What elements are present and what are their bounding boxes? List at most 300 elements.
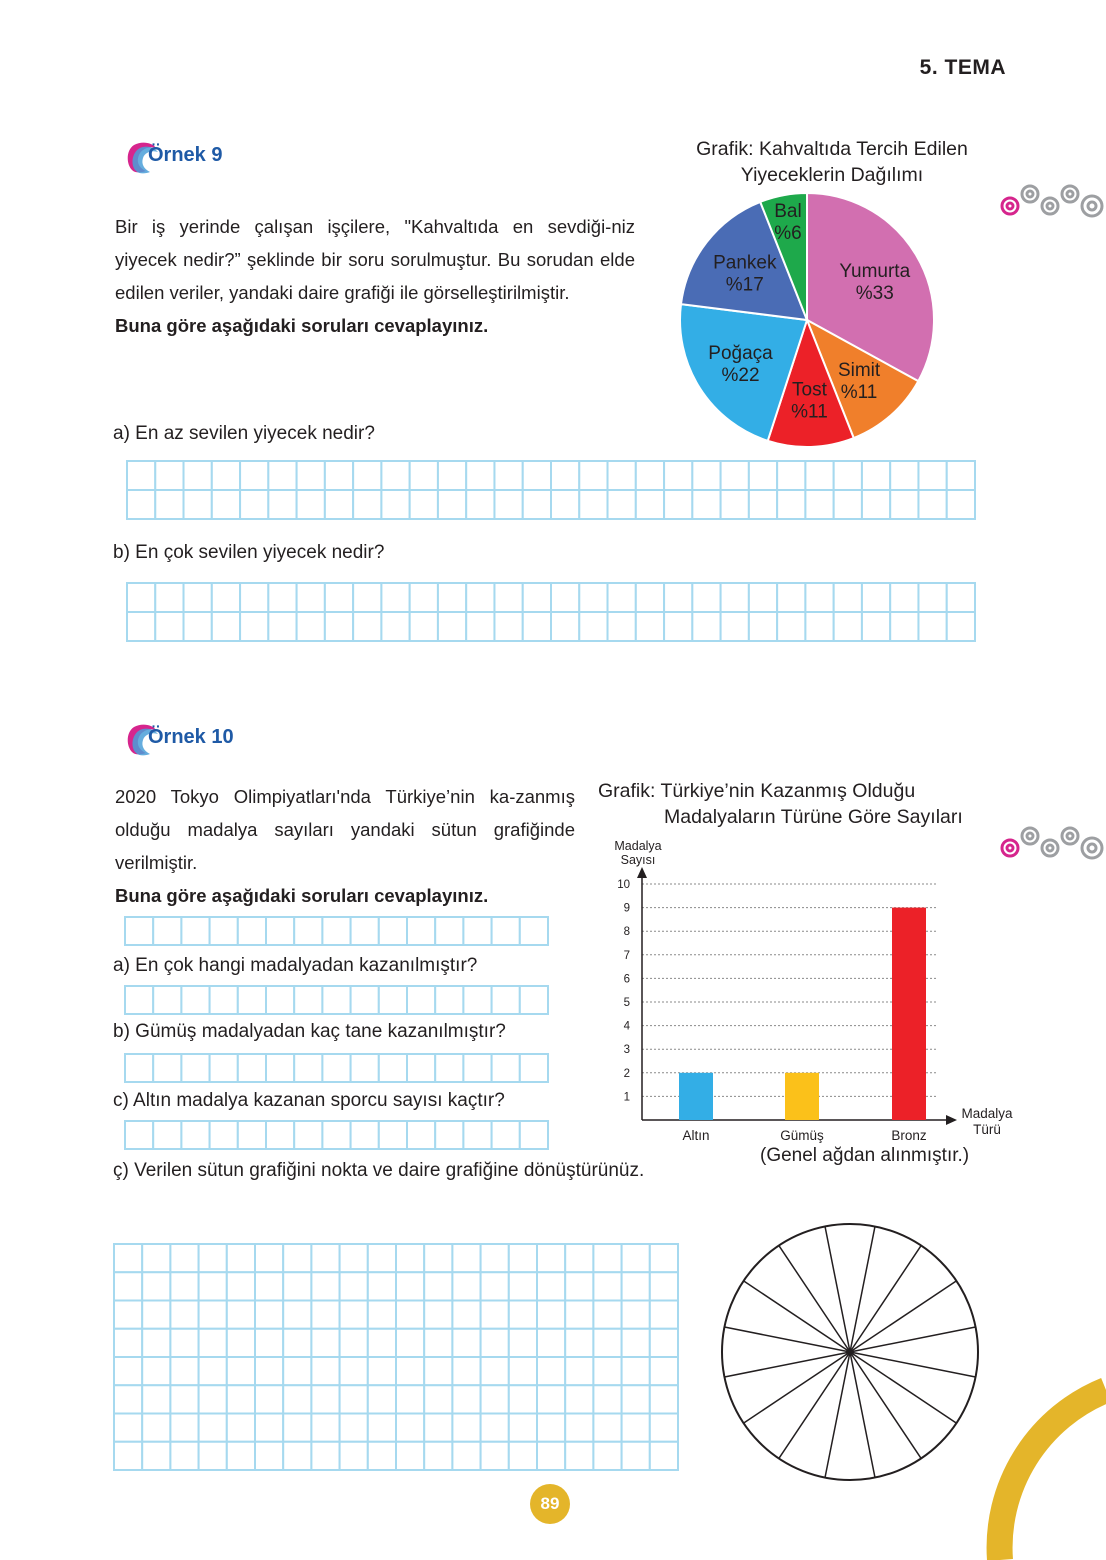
answer-grid-b[interactable] xyxy=(126,582,976,642)
grid-cell[interactable] xyxy=(565,1442,593,1470)
grid-cell[interactable] xyxy=(692,583,720,612)
grid-cell[interactable] xyxy=(379,1121,407,1149)
grid-cell[interactable] xyxy=(947,490,975,519)
grid-cell[interactable] xyxy=(368,1442,396,1470)
grid-cell[interactable] xyxy=(266,986,294,1014)
grid-cell[interactable] xyxy=(523,583,551,612)
dot-plot-drawing-grid[interactable] xyxy=(113,1243,679,1471)
grid-cell[interactable] xyxy=(537,1442,565,1470)
grid-cell[interactable] xyxy=(494,612,522,641)
answer-grid-b[interactable] xyxy=(124,1053,549,1083)
grid-cell[interactable] xyxy=(805,612,833,641)
grid-cell[interactable] xyxy=(537,1329,565,1357)
grid-cell[interactable] xyxy=(283,1301,311,1329)
grid-cell[interactable] xyxy=(721,490,749,519)
grid-cell[interactable] xyxy=(266,917,294,945)
grid-cell[interactable] xyxy=(466,583,494,612)
grid-cell[interactable] xyxy=(622,1244,650,1272)
grid-cell[interactable] xyxy=(351,1054,379,1082)
grid-cell[interactable] xyxy=(210,986,238,1014)
grid-cell[interactable] xyxy=(255,1301,283,1329)
grid-cell[interactable] xyxy=(325,612,353,641)
grid-cell[interactable] xyxy=(199,1385,227,1413)
grid-cell[interactable] xyxy=(452,1414,480,1442)
grid-cell[interactable] xyxy=(890,490,918,519)
grid-cell[interactable] xyxy=(368,1357,396,1385)
grid-cell[interactable] xyxy=(351,986,379,1014)
grid-cell[interactable] xyxy=(438,461,466,490)
grid-cell[interactable] xyxy=(537,1385,565,1413)
grid-cell[interactable] xyxy=(142,1414,170,1442)
grid-cell[interactable] xyxy=(424,1385,452,1413)
grid-cell[interactable] xyxy=(199,1414,227,1442)
grid-cell[interactable] xyxy=(240,583,268,612)
grid-cell[interactable] xyxy=(777,461,805,490)
grid-cell[interactable] xyxy=(353,461,381,490)
grid-cell[interactable] xyxy=(622,1357,650,1385)
grid-cell[interactable] xyxy=(114,1244,142,1272)
grid-cell[interactable] xyxy=(283,1272,311,1300)
grid-cell[interactable] xyxy=(424,1414,452,1442)
grid-cell[interactable] xyxy=(492,1054,520,1082)
grid-cell[interactable] xyxy=(452,1329,480,1357)
grid-cell[interactable] xyxy=(127,490,155,519)
grid-cell[interactable] xyxy=(210,1121,238,1149)
grid-cell[interactable] xyxy=(463,917,491,945)
grid-cell[interactable] xyxy=(142,1301,170,1329)
grid-cell[interactable] xyxy=(340,1329,368,1357)
grid-cell[interactable] xyxy=(170,1272,198,1300)
grid-cell[interactable] xyxy=(114,1414,142,1442)
grid-cell[interactable] xyxy=(650,1301,678,1329)
grid-cell[interactable] xyxy=(322,1121,350,1149)
grid-cell[interactable] xyxy=(466,461,494,490)
grid-cell[interactable] xyxy=(664,490,692,519)
grid-cell[interactable] xyxy=(325,583,353,612)
grid-cell[interactable] xyxy=(608,612,636,641)
grid-cell[interactable] xyxy=(155,583,183,612)
grid-cell[interactable] xyxy=(255,1357,283,1385)
grid-cell[interactable] xyxy=(212,490,240,519)
grid-cell[interactable] xyxy=(125,1121,153,1149)
grid-cell[interactable] xyxy=(650,1385,678,1413)
grid-cell[interactable] xyxy=(255,1414,283,1442)
grid-cell[interactable] xyxy=(523,490,551,519)
empty-pie-template[interactable] xyxy=(718,1220,982,1484)
grid-cell[interactable] xyxy=(424,1357,452,1385)
grid-cell[interactable] xyxy=(181,986,209,1014)
grid-cell[interactable] xyxy=(692,490,720,519)
grid-cell[interactable] xyxy=(227,1414,255,1442)
grid-cell[interactable] xyxy=(466,490,494,519)
grid-cell[interactable] xyxy=(351,917,379,945)
grid-cell[interactable] xyxy=(153,986,181,1014)
grid-cell[interactable] xyxy=(396,1244,424,1272)
grid-cell[interactable] xyxy=(240,461,268,490)
grid-cell[interactable] xyxy=(379,1054,407,1082)
grid-cell[interactable] xyxy=(268,490,296,519)
grid-cell[interactable] xyxy=(805,461,833,490)
grid-cell[interactable] xyxy=(322,1054,350,1082)
grid-cell[interactable] xyxy=(297,612,325,641)
grid-cell[interactable] xyxy=(114,1272,142,1300)
grid-cell[interactable] xyxy=(862,490,890,519)
grid-cell[interactable] xyxy=(452,1442,480,1470)
grid-cell[interactable] xyxy=(918,461,946,490)
grid-cell[interactable] xyxy=(396,1301,424,1329)
grid-cell[interactable] xyxy=(340,1244,368,1272)
grid-cell[interactable] xyxy=(947,461,975,490)
grid-cell[interactable] xyxy=(565,1385,593,1413)
grid-cell[interactable] xyxy=(918,490,946,519)
grid-cell[interactable] xyxy=(311,1301,339,1329)
grid-cell[interactable] xyxy=(340,1357,368,1385)
grid-cell[interactable] xyxy=(368,1385,396,1413)
grid-cell[interactable] xyxy=(537,1244,565,1272)
grid-cell[interactable] xyxy=(199,1244,227,1272)
grid-cell[interactable] xyxy=(424,1442,452,1470)
grid-cell[interactable] xyxy=(537,1414,565,1442)
grid-cell[interactable] xyxy=(381,461,409,490)
grid-cell[interactable] xyxy=(492,917,520,945)
grid-cell[interactable] xyxy=(622,1414,650,1442)
grid-cell[interactable] xyxy=(283,1357,311,1385)
grid-cell[interactable] xyxy=(381,612,409,641)
grid-cell[interactable] xyxy=(294,986,322,1014)
grid-cell[interactable] xyxy=(255,1244,283,1272)
grid-cell[interactable] xyxy=(435,1054,463,1082)
grid-cell[interactable] xyxy=(142,1385,170,1413)
grid-cell[interactable] xyxy=(565,1272,593,1300)
grid-cell[interactable] xyxy=(114,1442,142,1470)
grid-cell[interactable] xyxy=(268,583,296,612)
grid-cell[interactable] xyxy=(721,461,749,490)
grid-cell[interactable] xyxy=(238,986,266,1014)
grid-cell[interactable] xyxy=(579,583,607,612)
grid-cell[interactable] xyxy=(452,1357,480,1385)
grid-cell[interactable] xyxy=(294,1121,322,1149)
grid-cell[interactable] xyxy=(805,583,833,612)
grid-cell[interactable] xyxy=(407,986,435,1014)
grid-cell[interactable] xyxy=(410,490,438,519)
grid-cell[interactable] xyxy=(283,1329,311,1357)
grid-cell[interactable] xyxy=(227,1272,255,1300)
grid-cell[interactable] xyxy=(608,490,636,519)
grid-cell[interactable] xyxy=(636,490,664,519)
grid-cell[interactable] xyxy=(509,1329,537,1357)
grid-cell[interactable] xyxy=(240,612,268,641)
grid-cell[interactable] xyxy=(325,461,353,490)
grid-cell[interactable] xyxy=(311,1385,339,1413)
grid-cell[interactable] xyxy=(212,461,240,490)
grid-cell[interactable] xyxy=(622,1442,650,1470)
grid-cell[interactable] xyxy=(463,1121,491,1149)
answer-grid-a[interactable] xyxy=(126,460,976,520)
grid-cell[interactable] xyxy=(199,1301,227,1329)
grid-cell[interactable] xyxy=(509,1272,537,1300)
grid-cell[interactable] xyxy=(435,917,463,945)
grid-cell[interactable] xyxy=(452,1244,480,1272)
grid-cell[interactable] xyxy=(210,917,238,945)
grid-cell[interactable] xyxy=(227,1442,255,1470)
grid-cell[interactable] xyxy=(210,1054,238,1082)
grid-cell[interactable] xyxy=(834,583,862,612)
grid-cell[interactable] xyxy=(664,583,692,612)
grid-cell[interactable] xyxy=(424,1301,452,1329)
grid-cell[interactable] xyxy=(622,1329,650,1357)
grid-cell[interactable] xyxy=(463,1054,491,1082)
grid-cell[interactable] xyxy=(240,490,268,519)
grid-cell[interactable] xyxy=(749,612,777,641)
grid-cell[interactable] xyxy=(481,1385,509,1413)
grid-cell[interactable] xyxy=(410,612,438,641)
grid-cell[interactable] xyxy=(551,490,579,519)
grid-cell[interactable] xyxy=(494,490,522,519)
grid-cell[interactable] xyxy=(325,490,353,519)
grid-cell[interactable] xyxy=(834,612,862,641)
grid-cell[interactable] xyxy=(494,583,522,612)
grid-cell[interactable] xyxy=(127,461,155,490)
grid-cell[interactable] xyxy=(593,1244,621,1272)
grid-cell[interactable] xyxy=(410,461,438,490)
grid-cell[interactable] xyxy=(407,1121,435,1149)
grid-cell[interactable] xyxy=(238,1121,266,1149)
grid-cell[interactable] xyxy=(396,1414,424,1442)
grid-cell[interactable] xyxy=(692,461,720,490)
answer-grid-c[interactable] xyxy=(124,1120,549,1150)
grid-cell[interactable] xyxy=(947,612,975,641)
grid-cell[interactable] xyxy=(593,1442,621,1470)
grid-cell[interactable] xyxy=(266,1054,294,1082)
grid-cell[interactable] xyxy=(125,1054,153,1082)
grid-cell[interactable] xyxy=(340,1301,368,1329)
grid-cell[interactable] xyxy=(142,1329,170,1357)
grid-cell[interactable] xyxy=(565,1244,593,1272)
grid-cell[interactable] xyxy=(125,917,153,945)
grid-cell[interactable] xyxy=(396,1272,424,1300)
grid-cell[interactable] xyxy=(396,1329,424,1357)
grid-cell[interactable] xyxy=(492,986,520,1014)
grid-cell[interactable] xyxy=(520,917,548,945)
grid-cell[interactable] xyxy=(622,1272,650,1300)
grid-cell[interactable] xyxy=(721,612,749,641)
grid-cell[interactable] xyxy=(551,612,579,641)
grid-cell[interactable] xyxy=(125,986,153,1014)
grid-cell[interactable] xyxy=(407,917,435,945)
grid-cell[interactable] xyxy=(155,461,183,490)
grid-cell[interactable] xyxy=(509,1385,537,1413)
grid-cell[interactable] xyxy=(396,1357,424,1385)
grid-cell[interactable] xyxy=(777,583,805,612)
grid-cell[interactable] xyxy=(255,1329,283,1357)
grid-cell[interactable] xyxy=(466,612,494,641)
grid-cell[interactable] xyxy=(622,1301,650,1329)
grid-cell[interactable] xyxy=(481,1357,509,1385)
grid-cell[interactable] xyxy=(862,583,890,612)
grid-cell[interactable] xyxy=(170,1244,198,1272)
grid-cell[interactable] xyxy=(492,1121,520,1149)
grid-cell[interactable] xyxy=(114,1385,142,1413)
grid-cell[interactable] xyxy=(340,1414,368,1442)
grid-cell[interactable] xyxy=(424,1272,452,1300)
grid-cell[interactable] xyxy=(353,612,381,641)
grid-cell[interactable] xyxy=(255,1272,283,1300)
grid-cell[interactable] xyxy=(805,490,833,519)
grid-cell[interactable] xyxy=(721,583,749,612)
grid-cell[interactable] xyxy=(509,1357,537,1385)
grid-cell[interactable] xyxy=(947,583,975,612)
grid-cell[interactable] xyxy=(435,986,463,1014)
grid-cell[interactable] xyxy=(565,1357,593,1385)
grid-cell[interactable] xyxy=(381,583,409,612)
grid-cell[interactable] xyxy=(181,1121,209,1149)
grid-cell[interactable] xyxy=(227,1329,255,1357)
grid-cell[interactable] xyxy=(520,1054,548,1082)
grid-cell[interactable] xyxy=(537,1357,565,1385)
grid-cell[interactable] xyxy=(199,1442,227,1470)
grid-cell[interactable] xyxy=(481,1414,509,1442)
grid-cell[interactable] xyxy=(127,583,155,612)
grid-cell[interactable] xyxy=(381,490,409,519)
grid-cell[interactable] xyxy=(155,490,183,519)
grid-cell[interactable] xyxy=(593,1301,621,1329)
grid-cell[interactable] xyxy=(424,1329,452,1357)
grid-cell[interactable] xyxy=(142,1442,170,1470)
grid-cell[interactable] xyxy=(565,1414,593,1442)
grid-cell[interactable] xyxy=(170,1385,198,1413)
grid-cell[interactable] xyxy=(862,612,890,641)
grid-cell[interactable] xyxy=(199,1272,227,1300)
grid-cell[interactable] xyxy=(351,1121,379,1149)
grid-cell[interactable] xyxy=(297,583,325,612)
grid-cell[interactable] xyxy=(452,1301,480,1329)
grid-cell[interactable] xyxy=(410,583,438,612)
grid-cell[interactable] xyxy=(452,1385,480,1413)
grid-cell[interactable] xyxy=(297,490,325,519)
grid-cell[interactable] xyxy=(212,612,240,641)
grid-cell[interactable] xyxy=(170,1414,198,1442)
grid-cell[interactable] xyxy=(551,583,579,612)
grid-cell[interactable] xyxy=(184,612,212,641)
grid-cell[interactable] xyxy=(368,1301,396,1329)
grid-cell[interactable] xyxy=(227,1301,255,1329)
grid-cell[interactable] xyxy=(438,612,466,641)
grid-cell[interactable] xyxy=(537,1272,565,1300)
grid-cell[interactable] xyxy=(749,461,777,490)
grid-cell[interactable] xyxy=(593,1357,621,1385)
grid-cell[interactable] xyxy=(114,1357,142,1385)
grid-cell[interactable] xyxy=(153,1121,181,1149)
grid-cell[interactable] xyxy=(424,1244,452,1272)
grid-cell[interactable] xyxy=(268,461,296,490)
grid-cell[interactable] xyxy=(777,612,805,641)
grid-cell[interactable] xyxy=(283,1414,311,1442)
grid-cell[interactable] xyxy=(255,1385,283,1413)
grid-cell[interactable] xyxy=(509,1301,537,1329)
grid-cell[interactable] xyxy=(481,1272,509,1300)
grid-cell[interactable] xyxy=(184,461,212,490)
grid-cell[interactable] xyxy=(749,490,777,519)
grid-cell[interactable] xyxy=(311,1442,339,1470)
grid-cell[interactable] xyxy=(155,612,183,641)
grid-cell[interactable] xyxy=(227,1385,255,1413)
grid-cell[interactable] xyxy=(636,612,664,641)
grid-cell[interactable] xyxy=(368,1329,396,1357)
grid-cell[interactable] xyxy=(565,1329,593,1357)
grid-cell[interactable] xyxy=(227,1244,255,1272)
grid-cell[interactable] xyxy=(311,1329,339,1357)
grid-cell[interactable] xyxy=(523,461,551,490)
grid-cell[interactable] xyxy=(153,1054,181,1082)
grid-cell[interactable] xyxy=(523,612,551,641)
grid-cell[interactable] xyxy=(890,612,918,641)
grid-cell[interactable] xyxy=(481,1442,509,1470)
grid-cell[interactable] xyxy=(438,583,466,612)
grid-cell[interactable] xyxy=(170,1357,198,1385)
answer-grid-intro[interactable] xyxy=(124,916,549,946)
grid-cell[interactable] xyxy=(520,1121,548,1149)
grid-cell[interactable] xyxy=(608,583,636,612)
grid-cell[interactable] xyxy=(509,1442,537,1470)
grid-cell[interactable] xyxy=(862,461,890,490)
grid-cell[interactable] xyxy=(918,583,946,612)
grid-cell[interactable] xyxy=(184,583,212,612)
grid-cell[interactable] xyxy=(142,1357,170,1385)
grid-cell[interactable] xyxy=(238,917,266,945)
grid-cell[interactable] xyxy=(650,1414,678,1442)
grid-cell[interactable] xyxy=(379,986,407,1014)
grid-cell[interactable] xyxy=(127,612,155,641)
grid-cell[interactable] xyxy=(212,583,240,612)
grid-cell[interactable] xyxy=(238,1054,266,1082)
grid-cell[interactable] xyxy=(777,490,805,519)
grid-cell[interactable] xyxy=(227,1357,255,1385)
grid-cell[interactable] xyxy=(368,1272,396,1300)
grid-cell[interactable] xyxy=(834,461,862,490)
grid-cell[interactable] xyxy=(311,1357,339,1385)
grid-cell[interactable] xyxy=(481,1329,509,1357)
grid-cell[interactable] xyxy=(340,1442,368,1470)
grid-cell[interactable] xyxy=(353,490,381,519)
grid-cell[interactable] xyxy=(834,490,862,519)
grid-cell[interactable] xyxy=(294,917,322,945)
grid-cell[interactable] xyxy=(283,1244,311,1272)
grid-cell[interactable] xyxy=(435,1121,463,1149)
grid-cell[interactable] xyxy=(650,1244,678,1272)
grid-cell[interactable] xyxy=(340,1272,368,1300)
grid-cell[interactable] xyxy=(255,1442,283,1470)
grid-cell[interactable] xyxy=(170,1329,198,1357)
grid-cell[interactable] xyxy=(170,1301,198,1329)
grid-cell[interactable] xyxy=(593,1272,621,1300)
grid-cell[interactable] xyxy=(481,1301,509,1329)
grid-cell[interactable] xyxy=(918,612,946,641)
grid-cell[interactable] xyxy=(481,1244,509,1272)
grid-cell[interactable] xyxy=(579,461,607,490)
grid-cell[interactable] xyxy=(636,461,664,490)
grid-cell[interactable] xyxy=(650,1357,678,1385)
grid-cell[interactable] xyxy=(636,583,664,612)
grid-cell[interactable] xyxy=(537,1301,565,1329)
grid-cell[interactable] xyxy=(368,1244,396,1272)
grid-cell[interactable] xyxy=(520,986,548,1014)
grid-cell[interactable] xyxy=(664,612,692,641)
grid-cell[interactable] xyxy=(579,612,607,641)
grid-cell[interactable] xyxy=(494,461,522,490)
grid-cell[interactable] xyxy=(593,1414,621,1442)
grid-cell[interactable] xyxy=(650,1442,678,1470)
grid-cell[interactable] xyxy=(322,917,350,945)
